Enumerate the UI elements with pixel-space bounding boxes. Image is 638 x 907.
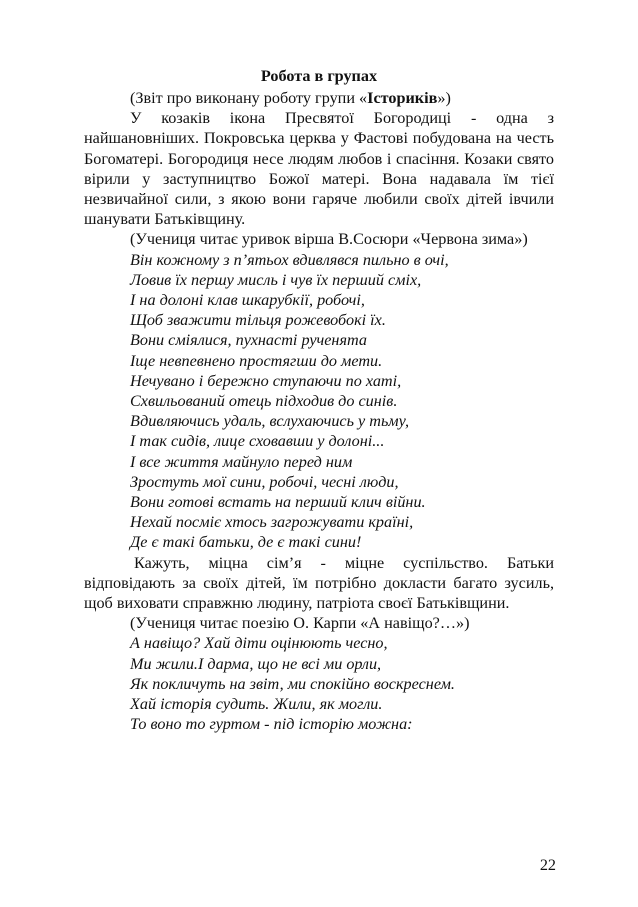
intro-sosiura: (Учениця читає уривок вірша В.Сосюри «Червона зима») <box>130 230 528 249</box>
poem-line: І так сидів, лице сховавши у долоні... <box>130 432 385 451</box>
poem-karpa <box>130 633 554 734</box>
poem-line: Нехай посміє хтось загрожувати країні, <box>130 513 414 532</box>
report-line <box>84 88 554 108</box>
poem-line: Він кожному з п’ятьох вдивлявся пильно в очі, <box>130 250 449 269</box>
poem-line: Ловив їх першу мисль і чув їх перший сміх, <box>130 270 422 289</box>
poem-line: А навіщо? Хай діти оцінюють чесно, <box>130 634 388 653</box>
poem-line: Схвильований отець підходив до синів. <box>130 392 398 411</box>
intro-karpa: (Учениця читає поезію О. Карпи «А навіщо?…») <box>130 614 470 633</box>
page-number: 22 <box>539 856 556 874</box>
poem-line: Вдивляючись удаль, вслухаючись у тьму, <box>130 412 410 431</box>
poem-line: Де є такі батьки, де є такі сини! <box>130 533 362 552</box>
poem-sosiura <box>130 250 554 553</box>
poem-line: І все життя майнуло перед ним <box>130 452 353 471</box>
poem-line: Вони сміялися, пухнасті рученята <box>130 331 367 350</box>
poem-line: Щоб зважити тільця рожевобокі їх. <box>130 311 386 330</box>
report-prefix: (Звіт про виконану роботу групи « <box>130 89 368 107</box>
page-title: Робота в групах <box>260 67 378 85</box>
poem-line: Іще невпевнено простягши до мети. <box>130 351 383 370</box>
poem-line: Як покличуть на звіт, ми спокійно воскреснем. <box>130 674 455 693</box>
poem-line: То воно то гуртом - під історію можна: <box>130 715 413 734</box>
text-column <box>84 88 554 735</box>
poem-line: Вони готові встать на перший клич війни. <box>130 493 426 512</box>
paragraph-family: Кажуть, міцна сім’я - міцне суспільство. Батьки відповідають за своїх дітей, їм потрібно докласти багато зусиль, щоб виховати справжню людину, патріота своєї Батьківщини. <box>84 553 554 613</box>
poem-line: Ми жили.І дарма, що не всі ми орли, <box>130 654 382 673</box>
poem-line: Зростуть мої сини, робочі, чесні люди, <box>130 472 399 491</box>
report-group: Істориків <box>367 89 438 107</box>
paragraph-icon-cossacks: У козаків ікона Пресвятої Богородиці - одна з найшановніших. Покровська церква у Фастові побудована на честь Богоматері. Богородиця несе людям любов і спасіння. Козаки свято вірили у заступництво Божої матері. Вона надавала їм тієї незвичайної сили, з якою вони гаряче любили своїх дітей івчили шанувати Батьківщину. <box>84 109 554 229</box>
poem-line: Нечувано і бережно ступаючи по хаті, <box>130 371 402 390</box>
poem-line: І на долоні клав шкарубкії, робочі, <box>130 291 365 310</box>
poem-line: Хай історія судить. Жили, як могли. <box>130 695 383 714</box>
report-suffix: ») <box>437 89 451 107</box>
